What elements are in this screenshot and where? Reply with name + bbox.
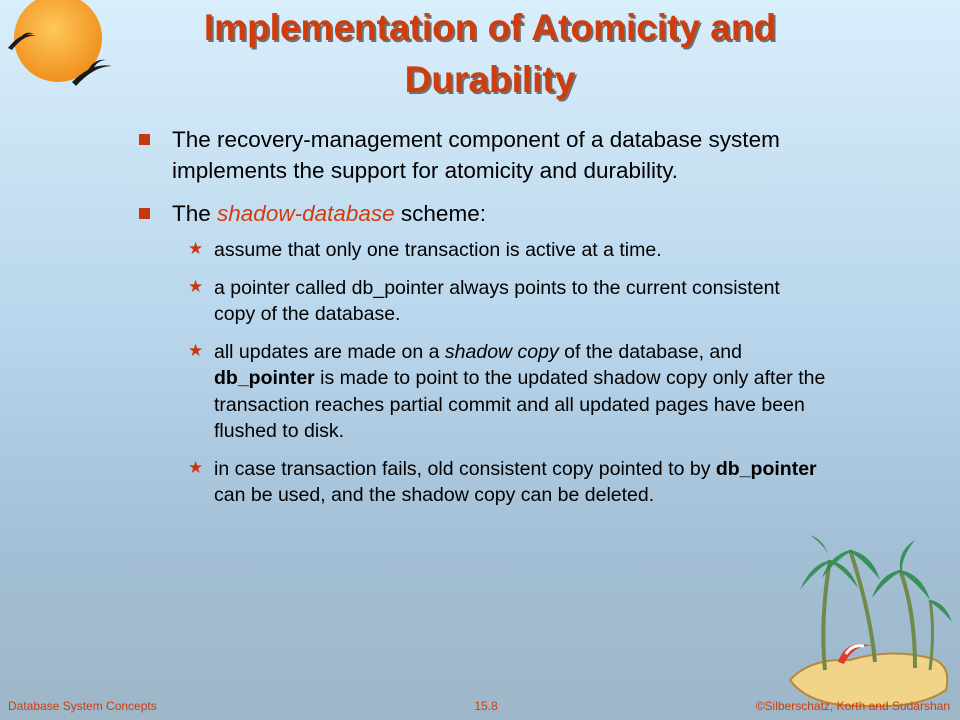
sub-bullet-text: in case transaction fails, old consistent copy pointed to by [214, 457, 716, 480]
sub-bullet-bold: db_pointer [214, 367, 315, 389]
palm-frond-icon [900, 540, 915, 570]
bullet-item [136, 124, 826, 186]
sub-bullet-item [136, 339, 826, 445]
footer-left: Database System Concepts [8, 699, 157, 713]
footer-copyright: ©Silberschatz, Korth and Sudarshan [755, 699, 950, 713]
sub-bullet-text: is made to point to the updated shadow copy only after the transaction reaches partial commit and all updated pages have been flushed to disk. [214, 367, 826, 442]
square-bullet-icon [139, 208, 150, 219]
star-bullet-icon: ★ [188, 340, 204, 360]
star-bullet-icon: ★ [188, 457, 204, 477]
slide-title [140, 2, 840, 106]
bullet-emphasis: shadow-database [217, 201, 395, 226]
sub-bullet-text: a pointer called db_pointer always points to the current consistent copy of the database. [214, 276, 780, 325]
square-bullet-icon [139, 134, 150, 145]
slide-title-line-1: Implementation of Atomicity and [203, 7, 777, 48]
sub-bullet-bold: db_pointer [715, 457, 817, 480]
bullet-list [136, 124, 826, 520]
bullet-text: The recovery-management component of a database system implements the support for atomicity and durability. [172, 127, 780, 183]
palm-island-illustration [780, 530, 960, 720]
footer-page-number: 15.8 [474, 699, 498, 713]
sub-bullet-item [136, 237, 826, 264]
sub-bullet-italic: shadow copy [444, 340, 559, 363]
sub-bullet-text: can be used, and the shadow copy can be deleted. [214, 484, 655, 506]
sub-bullet-text: all updates are made on a [214, 340, 445, 363]
bullet-item [136, 198, 826, 229]
palm-frond-icon [810, 535, 830, 560]
star-bullet-icon: ★ [188, 239, 204, 258]
star-bullet-icon: ★ [188, 276, 204, 296]
sub-bullet-text: assume that only one transaction is active at a time. [214, 239, 662, 261]
sub-bullet-text: of the database, and [558, 340, 742, 363]
palm-trunk-icon [823, 560, 830, 670]
slide-title-line-2: Durability [404, 59, 576, 100]
bullet-text-prefix: The [172, 201, 218, 226]
bullet-text-suffix: scheme: [394, 201, 486, 226]
palm-trunk-icon [930, 600, 933, 670]
sub-bullet-item [136, 456, 826, 509]
sun-and-birds-illustration [0, 0, 130, 100]
sub-bullet-item [136, 275, 826, 328]
